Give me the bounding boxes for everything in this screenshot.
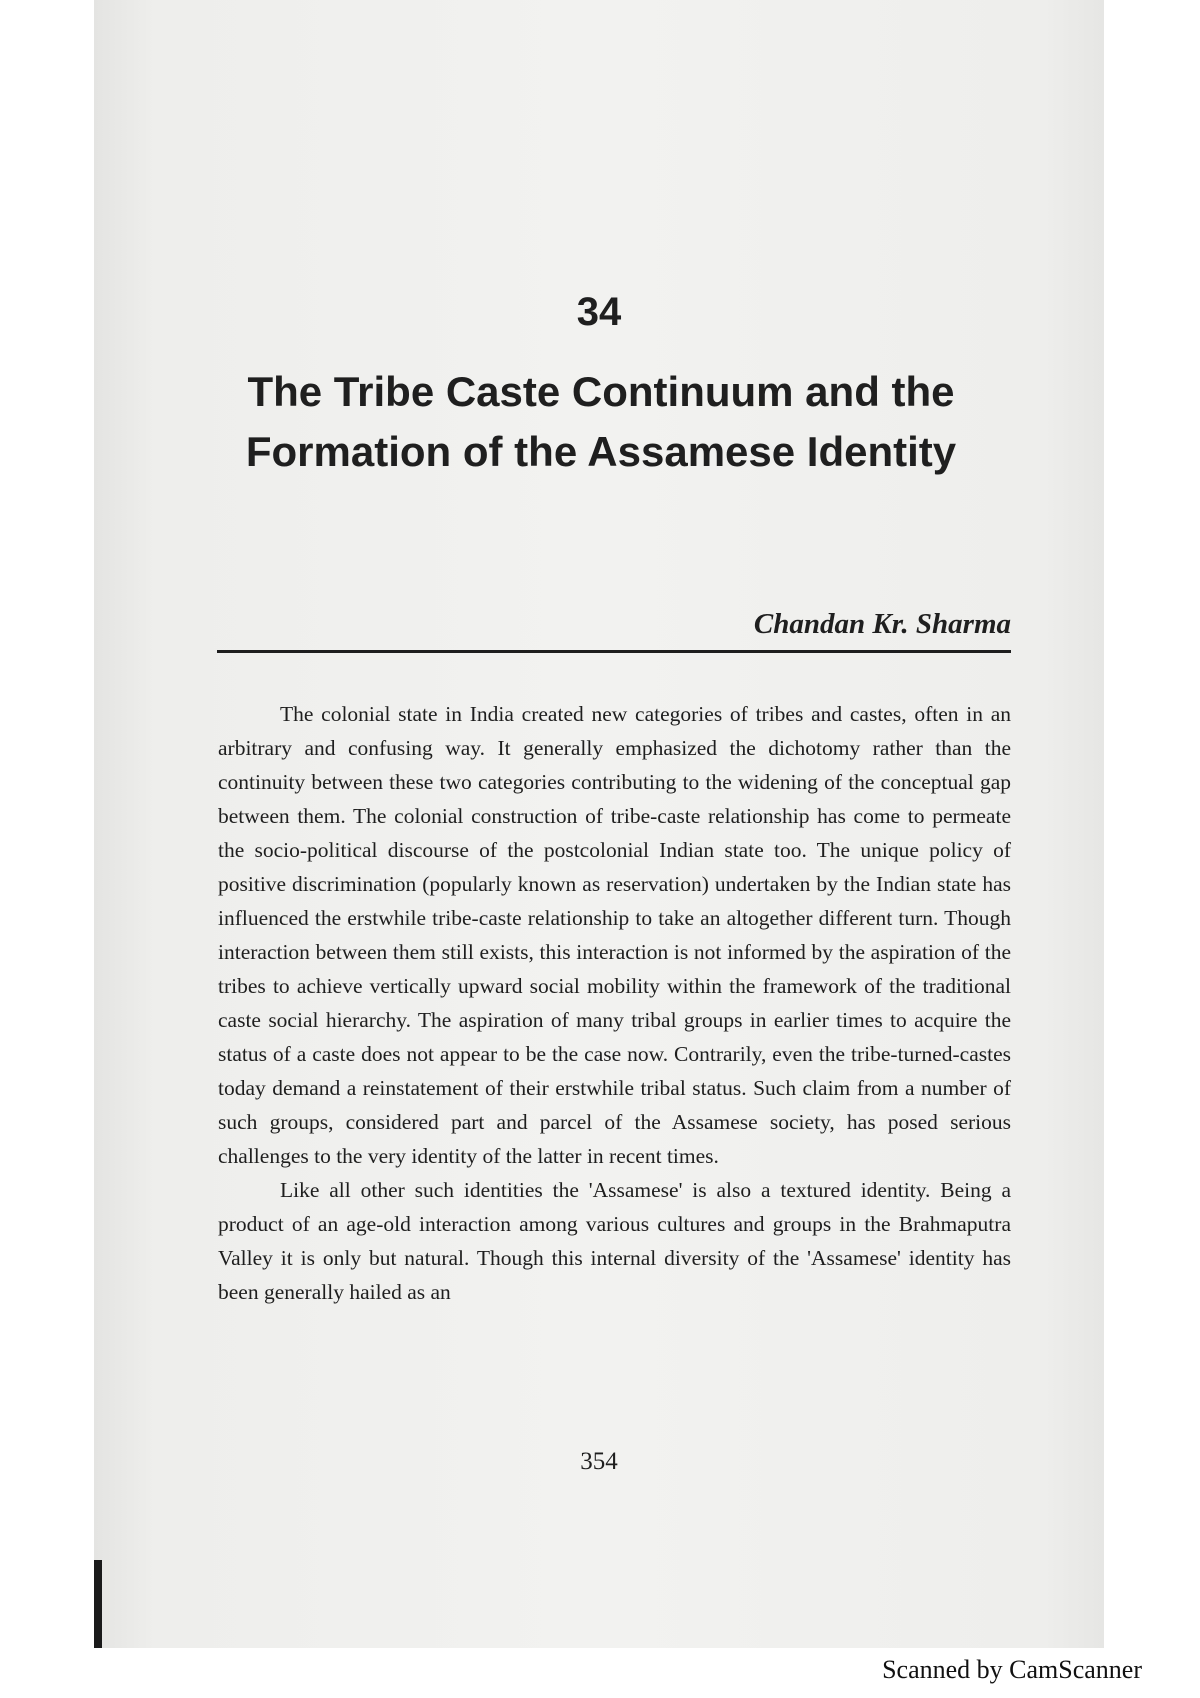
scanner-watermark: Scanned by CamScanner xyxy=(882,1655,1142,1684)
title-rule xyxy=(217,650,1011,653)
scanned-page xyxy=(94,0,1104,1648)
page-number: 354 xyxy=(580,1448,618,1475)
author-name: Chandan Kr. Sharma xyxy=(753,608,1011,640)
chapter-number: 34 xyxy=(576,290,622,334)
book-spine-shadow xyxy=(94,1560,102,1648)
chapter-title: The Tribe Caste Continuum and the Formation of the Assamese Identity xyxy=(245,368,957,475)
paragraph: The colonial state in India created new categories of tribes and castes, often in an arbitrary and confusing way. It generally emphasized the dichotomy rather than the continuity between these two categories contributing to the widening of the conceptual gap between them. The colonial construction of tribe-caste relationship has come to permeate the socio-political discourse of the postcolonial Indian state too. The unique policy of positive discrimination (popularly known as reservation) undertaken by the Indian state has influenced the erstwhile tribe-caste relationship to take an altogether different turn. Though interaction between them still exists, this interaction is not informed by the aspiration of the tribes to achieve vertically upward social mobility within the framework of the traditional caste social hierarchy. The aspiration of many tribal groups in earlier times to acquire the status of a caste does not appear to be the case now. Contrarily, even the tribe-turned-castes today demand a reinstatement of their erstwhile tribal status. Such claim from a number of such groups, considered part and parcel of the Assamese society, has posed serious challenges to the very identity of the latter in recent times. xyxy=(218,702,1011,1168)
body-text xyxy=(218,697,1011,1309)
paragraph: Like all other such identities the 'Assamese' is also a textured identity. Being a product of an age-old interaction among various cultures and groups in the Brahmaputra Valley it is only but natural. Though this internal diversity of the 'Assamese' identity has been generally hailed as an xyxy=(218,1178,1011,1304)
